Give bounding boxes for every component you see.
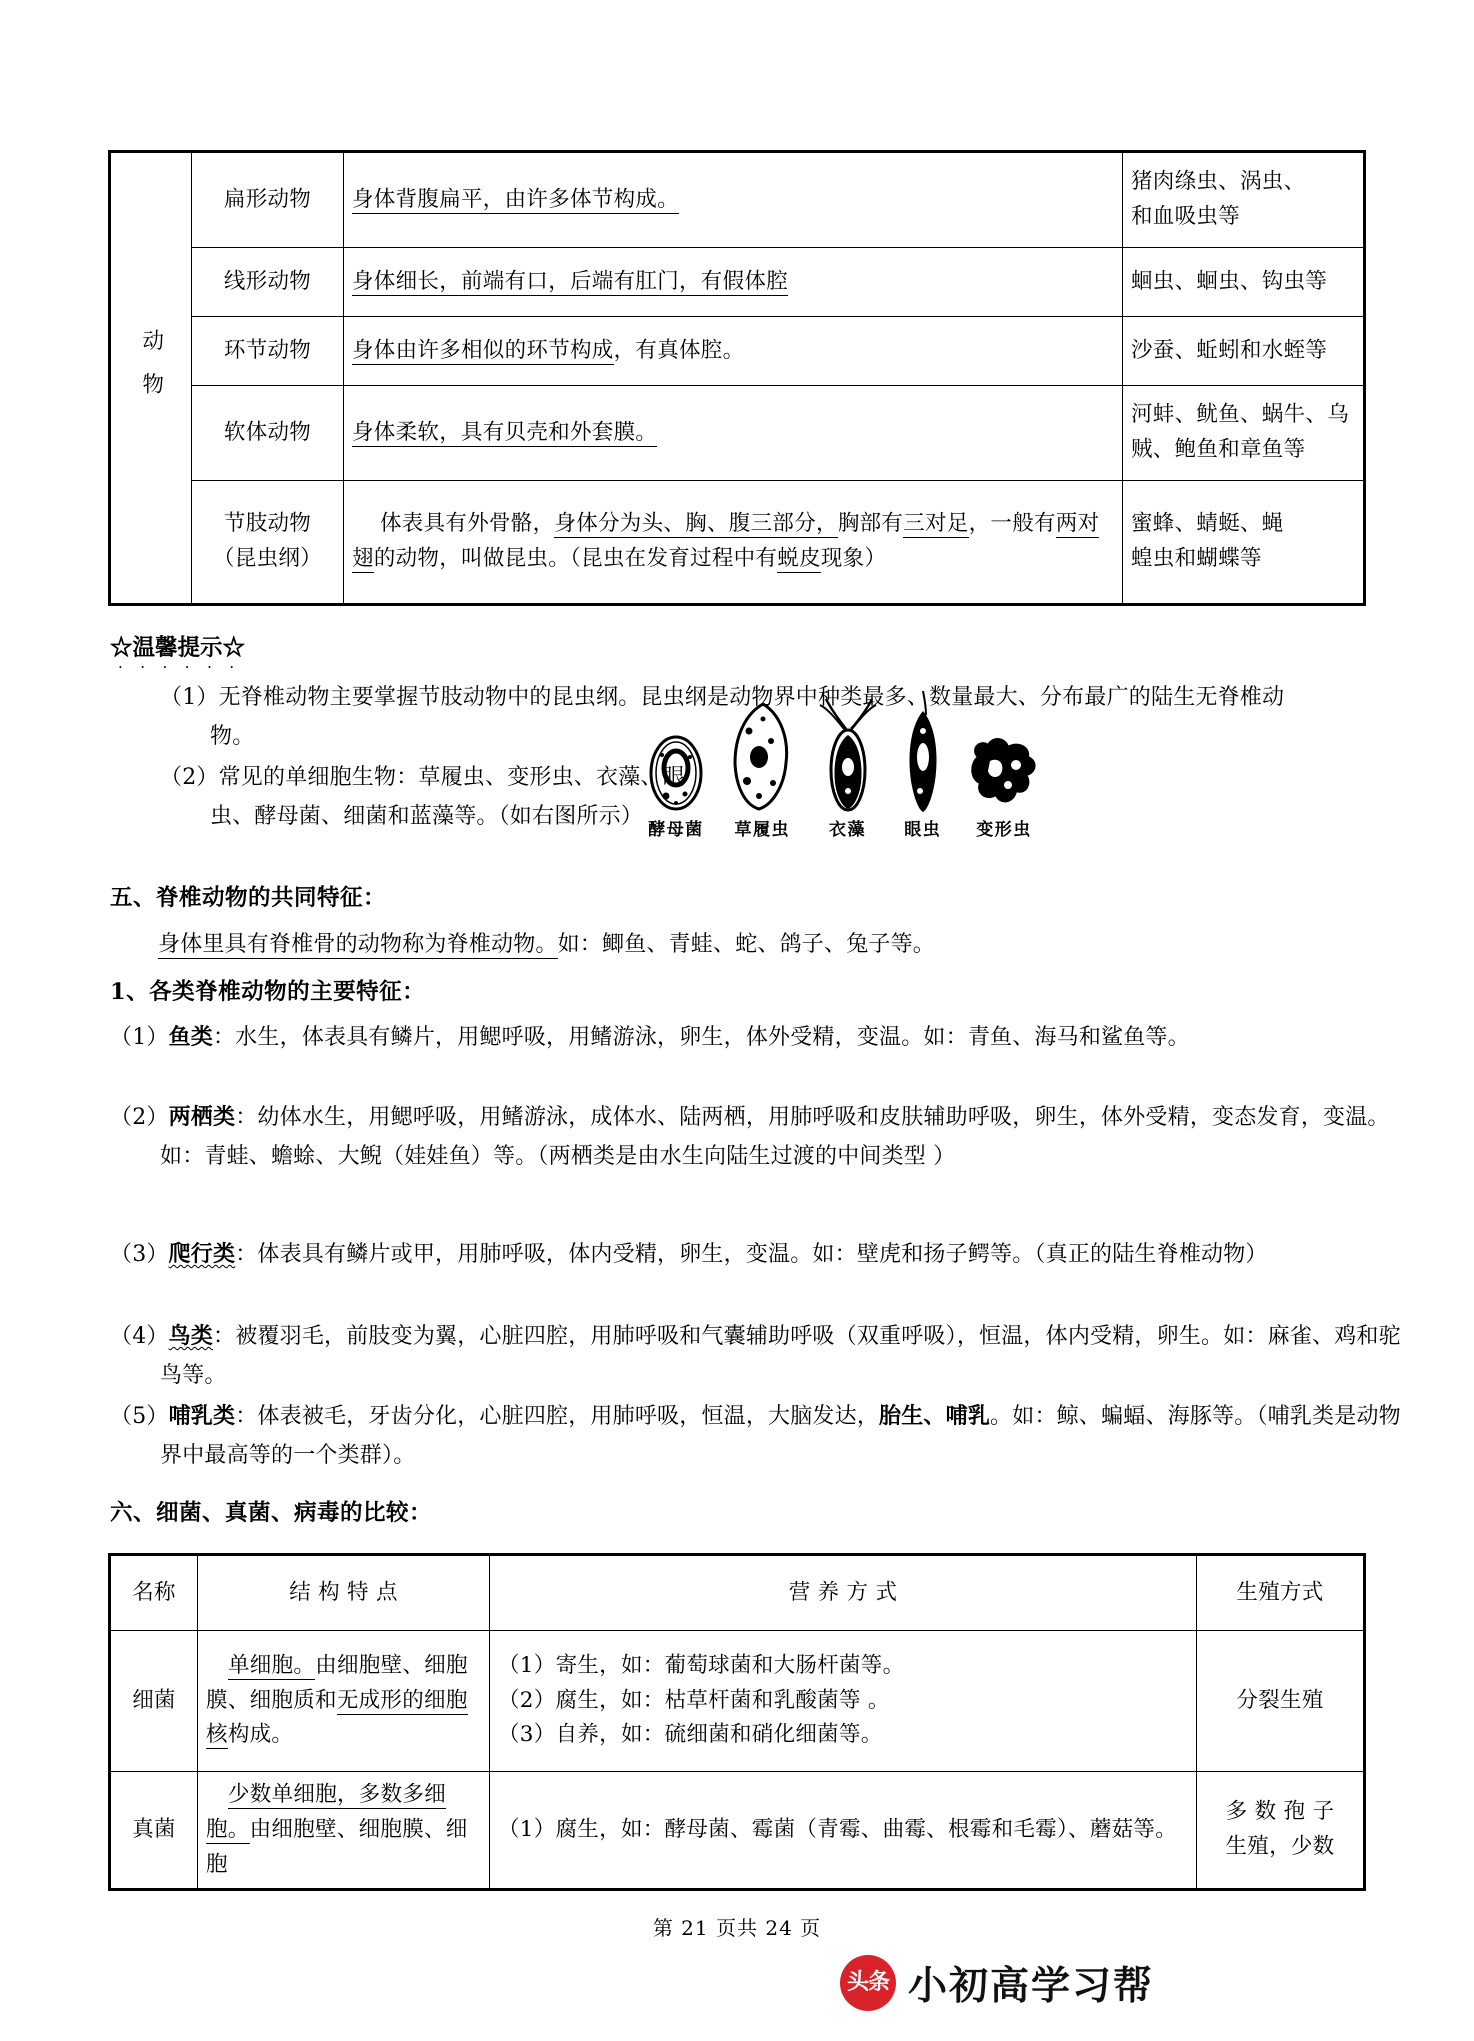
structure-plain-1: 由细胞壁、细胞膜、细胞	[206, 1816, 468, 1877]
reproduction-line-1: 多 数 孢 子	[1225, 1799, 1335, 1825]
item-index: （1）	[110, 1025, 169, 1050]
item-name: 鸟类	[168, 1323, 214, 1349]
feature-underlined-4: 蜕皮	[777, 546, 821, 571]
item-body-part-2: 。如：鲸、蝙蝠、海豚等。（哺乳类是动物界中最高等的一个类群）。	[160, 1404, 1401, 1469]
feature-underlined: 身体由许多相似的环节构成	[352, 337, 614, 363]
item-name: 哺乳类	[168, 1403, 236, 1429]
vertebrate-item-2	[110, 1098, 1415, 1176]
example-line-2: 蝗虫和蝴蝶等	[1131, 546, 1262, 571]
header-reproduction: 生殖方式	[1197, 1555, 1365, 1631]
feature-underlined: 身体背腹扁平，由许多体节构成。	[352, 186, 680, 212]
caption-yeast: 酵母菌	[648, 820, 704, 840]
item-body-bold: 胎生、哺乳	[879, 1403, 991, 1429]
section-5-sub-heading: 1、各类脊椎动物的主要特征：	[110, 979, 426, 1005]
group-name: 扁形动物	[192, 152, 344, 248]
yeast-drawing	[645, 721, 707, 813]
table-header-row	[110, 1555, 1365, 1631]
example-line-1: 蜜蜂、蜻蜓、蝇	[1131, 511, 1284, 537]
example-cell: 沙蚕、蚯蚓和水蛭等	[1123, 317, 1365, 386]
table-row	[110, 1772, 1365, 1890]
page-footer: 第 21 页共 24 页	[652, 1916, 822, 1940]
microbe-name: 真菌	[110, 1772, 198, 1890]
table-row	[110, 248, 1365, 317]
item-index: （3）	[110, 1242, 169, 1267]
nutrition-cell	[490, 1631, 1197, 1772]
item-body: ：水生，体表具有鳞片，用鳃呼吸，用鳍游泳，卵生，体外受精，变温。如：青鱼、海马和鲨鱼等。	[213, 1025, 1190, 1050]
euglena-drawing	[900, 691, 946, 813]
feature-cell	[344, 386, 1123, 481]
table-row	[110, 317, 1365, 386]
tips-item-text: 常见的单细胞生物：草履虫、变形虫、衣藻、眼虫、酵母菌、细菌和蓝藻等。（如右图所示）	[210, 765, 685, 830]
feature-plain-1: 体表具有外骨骼，	[380, 511, 555, 537]
item-index: （2）	[110, 1105, 169, 1130]
invertebrate-table	[108, 150, 1366, 606]
structure-underlined-2: 无成形的细胞核	[206, 1687, 468, 1748]
group-name: 线形动物	[192, 248, 344, 317]
item-index: （5）	[110, 1404, 169, 1429]
section-5-lead	[158, 925, 1358, 964]
group-line-1: 节肢动物	[223, 511, 312, 537]
structure-cell	[198, 1772, 490, 1890]
example-line-1: 河蚌、鱿鱼、蜗牛、乌	[1131, 402, 1350, 428]
vertebrate-item-5	[110, 1397, 1418, 1475]
vertebrate-item-3	[110, 1235, 1415, 1274]
table-row	[110, 1631, 1365, 1772]
feature-underlined-2: 三对足	[903, 511, 969, 537]
toutiao-logo-icon: 头条	[840, 1955, 896, 2011]
microbe-name: 细菌	[110, 1631, 198, 1772]
example-line-2: 贼、鲍鱼和章鱼等	[1131, 437, 1306, 462]
group-name: 软体动物	[192, 386, 344, 481]
table-row	[110, 152, 1365, 248]
caption-amoeba: 变形虫	[976, 820, 1032, 840]
reproduction-cell: 分裂生殖	[1197, 1631, 1365, 1772]
figure-captions	[645, 815, 1040, 840]
item-index: （4）	[110, 1324, 169, 1349]
nutrition-cell	[490, 1772, 1197, 1890]
tips-title-emphasis-dots: ······	[118, 658, 252, 676]
item-name: 两栖类	[168, 1104, 236, 1130]
group-name: 环节动物	[192, 317, 344, 386]
microbe-comparison-table	[108, 1553, 1366, 1891]
feature-cell	[344, 152, 1123, 248]
single-cell-organism-figure	[645, 688, 1040, 848]
item-name: 爬行类	[168, 1241, 236, 1267]
amoeba-drawing	[968, 731, 1040, 813]
example-cell	[1123, 152, 1365, 248]
feature-plain-5: 现象）	[820, 546, 887, 571]
item-name: 鱼类	[168, 1024, 214, 1050]
structure-cell	[198, 1631, 490, 1772]
feature-plain-4: 的动物，叫做昆虫。（昆虫在发育过程中有	[373, 546, 778, 571]
watermark-text: 小初高学习帮	[908, 1964, 1155, 2009]
feature-plain-3: ，一般有	[968, 511, 1056, 537]
header-nutrition: 营 养 方 式	[490, 1555, 1197, 1631]
example-cell: 蛔虫、蛔虫、钩虫等	[1123, 248, 1365, 317]
nutrition-line: （2）腐生，如：枯草杆菌和乳酸菌等 。	[498, 1687, 890, 1713]
category-label: 动物	[138, 328, 164, 416]
reproduction-line-2: 生殖，少数	[1225, 1834, 1335, 1860]
section-5-heading: 五、脊椎动物的共同特征：	[110, 885, 387, 911]
example-line-2: 和血吸虫等	[1131, 204, 1241, 229]
feature-underlined: 身体柔软，具有贝壳和外套膜。	[352, 419, 658, 445]
section-6-heading: 六、细菌、真菌、病毒的比较：	[110, 1500, 433, 1526]
nutrition-line: （3）自养，如：硫细菌和硝化细菌等。	[498, 1722, 883, 1748]
item-body: ：幼体水生，用鳃呼吸，用鳍游泳，成体水、陆两栖，用肺呼吸和皮肤辅助呼吸，卵生，体外受精，变态发育，变温。如：青蛙、蟾蜍、大鲵（娃娃鱼）等。（两栖类是由水生向陆生过渡的中间类型 ）	[160, 1105, 1390, 1170]
tips-item-2	[160, 758, 710, 836]
feature-plain: ，有真体腔。	[613, 337, 745, 363]
structure-underlined-1: 单细胞。	[228, 1652, 316, 1678]
tips-item-index: （2）	[160, 765, 219, 790]
example-line-1: 猪肉绦虫、涡虫、	[1131, 169, 1306, 195]
item-body: ：被覆羽毛，前肢变为翼，心脏四腔，用肺呼吸和气囊辅助呼吸（双重呼吸），恒温，体内受精，卵生。如：麻雀、鸡和驼鸟等。	[160, 1324, 1401, 1389]
example-cell	[1123, 386, 1365, 481]
tips-item-text: 无脊椎动物主要掌握节肢动物中的昆虫纲。昆虫纲是动物界中种类最多、数量最大、分布最广的陆生无脊椎动物。	[210, 685, 1285, 750]
header-structure: 结 构 特 点	[198, 1555, 490, 1631]
structure-plain-2: 构成。	[227, 1722, 294, 1748]
feature-underlined-1: 身体分为头、胸、腹三部分，	[554, 511, 838, 537]
group-name	[192, 481, 344, 605]
lead-underlined: 身体里具有脊椎骨的动物称为脊椎动物。	[158, 932, 558, 957]
feature-plain-2: 胸部有	[837, 511, 904, 537]
table-row	[110, 386, 1365, 481]
figure-drawings	[645, 688, 1040, 813]
nutrition-line: （1）寄生，如：葡萄球菌和大肠杆菌等。	[498, 1652, 905, 1678]
header-name: 名称	[110, 1555, 198, 1631]
tips-title: ☆温馨提示☆	[110, 635, 246, 661]
category-cell	[110, 152, 192, 605]
example-cell	[1123, 481, 1365, 605]
item-body-part-1: ：体表被毛，牙齿分化，心脏四腔，用肺呼吸，恒温，大脑发达，	[235, 1404, 880, 1429]
paramecium-drawing	[729, 701, 795, 813]
feature-cell	[344, 317, 1123, 386]
watermark	[840, 1955, 1154, 2011]
feature-cell	[344, 248, 1123, 317]
structure-underlined-1: 少数单细胞，多数多细胞。	[206, 1782, 447, 1842]
reproduction-cell	[1197, 1772, 1365, 1890]
table-row	[110, 481, 1365, 605]
group-line-2: （昆虫纲）	[212, 546, 322, 571]
caption-chlamydomonas: 衣藻	[829, 820, 866, 840]
feature-underlined-3: 两对翅	[352, 511, 1100, 571]
caption-euglena: 眼虫	[904, 820, 942, 840]
tips-item-index: （1）	[160, 685, 219, 710]
nutrition-line: （1）腐生，如：酵母菌、霉菌（青霉、曲霉、根霉和毛霉）、蘑菇等。	[498, 1816, 1178, 1842]
feature-cell	[344, 481, 1123, 605]
chlamydomonas-drawing	[818, 695, 878, 813]
lead-plain: 如：鲫鱼、青蛙、蛇、鸽子、兔子等。	[557, 932, 936, 957]
vertebrate-item-1	[110, 1018, 1410, 1057]
caption-paramecium: 草履虫	[734, 820, 790, 840]
item-body: ：体表具有鳞片或甲，用肺呼吸，体内受精，卵生，变温。如：壁虎和扬子鳄等。（真正的陆生脊椎动物）	[235, 1242, 1268, 1267]
structure-plain-1: 由细胞壁、细胞膜、细胞质和	[206, 1652, 468, 1713]
vertebrate-item-4	[110, 1317, 1418, 1395]
feature-underlined: 身体细长，前端有口，后端有肛门，有假体腔	[352, 268, 789, 294]
